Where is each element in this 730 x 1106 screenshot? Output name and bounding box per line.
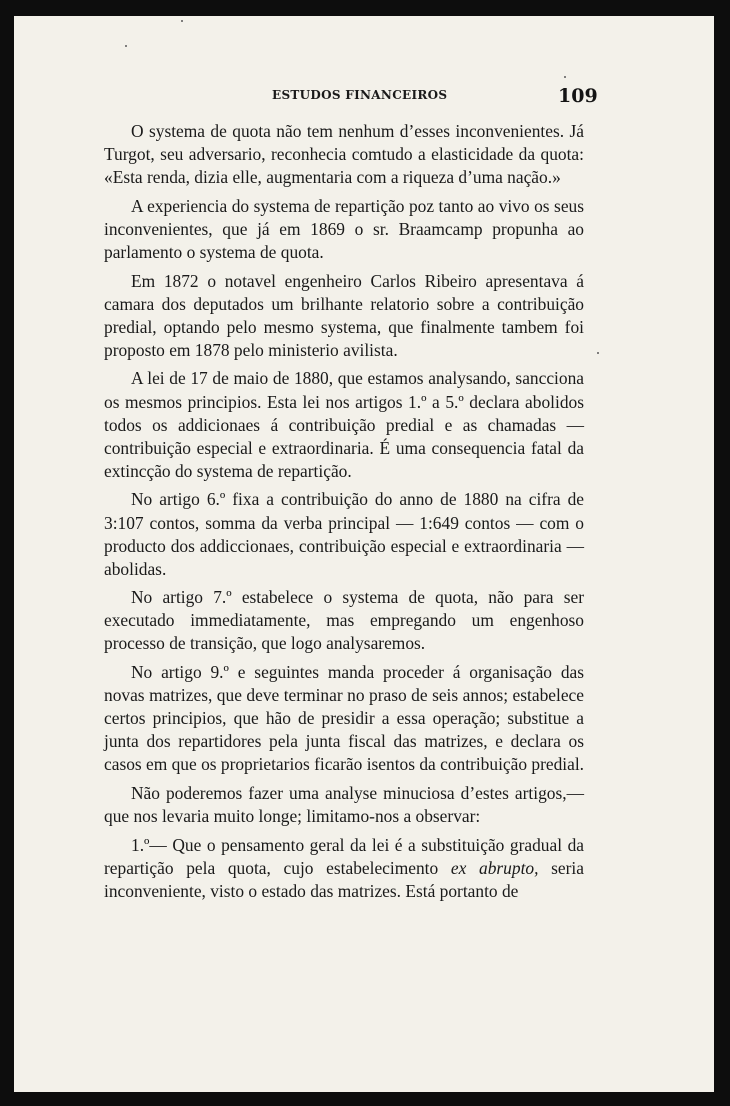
paragraph: No artigo 6.º fixa a contribuição do anno de 1880 na cifra de 3:107 contos, somma da verba principal — 1:649 contos — com o producto dos addiccionaes, contribuição especial e extraordinaria — abolidas.: [104, 489, 584, 579]
italic-emphasis: ex abrupto,: [450, 857, 539, 878]
paragraph: No artigo 9.º e seguintes manda proceder á organisação das novas matrizes, que deve terminar no praso de seis annos; estabelece certos principios, que hão de presidir a essa operação; substitue a junta dos repartidores pela junta fiscal das matrizes, e declara os casos em que os proprietarios ficarão isentos da contribuição predial.: [104, 662, 585, 775]
print-speck: [564, 76, 566, 78]
page-number: 109: [558, 85, 598, 107]
paragraph: No artigo 7.º estabelece o systema de quota, não para ser executado immediatamente, mas empregando um engenhoso processo de transição, que logo analysaremos.: [104, 587, 584, 654]
print-speck: [597, 352, 599, 354]
running-title: ESTUDOS FINANCEIROS: [272, 88, 448, 102]
paragraph: A lei de 17 de maio de 1880, que estamos analysando, sancciona os mesmos principios. Esta lei nos artigos 1.º a 5.º declara abolidos todos os addicionaes á contribuição predial e as chamadas — contribuição especial e extraordinaria. É uma consequencia fatal da extincção do systema de repartição.: [104, 368, 584, 481]
print-speck: [125, 45, 127, 47]
paragraph: Em 1872 o notavel engenheiro Carlos Ribeiro apresentava á camara dos deputados um brilhante relatorio sobre a contribuição predial, optando pelo mesmo systema, que finalmente tambem foi proposto em 1878 pelo ministerio avilista.: [104, 270, 584, 360]
page-header: [14, 85, 714, 107]
paragraph: [104, 834, 584, 903]
paragraph: O systema de quota não tem nenhum d’esses inconvenientes. Já Turgot, seu adversario, reconhecia comtudo a elasticidade da quota: «Esta renda, dizia elle, augmentaria com a riqueza d’uma nação.»: [104, 121, 584, 188]
paragraph: A experiencia do systema de repartição poz tanto ao vivo os seus inconvenientes, que já em 1869 o sr. Braamcamp propunha ao parlamento o systema de quota.: [104, 195, 584, 262]
print-speck: [181, 20, 183, 22]
paragraph-text-start: 1.º— Que o pensamento geral da lei é a substituição gradual da repartição pela quota, cujo estabelecimento: [104, 834, 584, 878]
book-page: [14, 16, 714, 1092]
body-text: [104, 120, 584, 903]
paragraph: Não poderemos fazer uma analyse minuciosa d’estes artigos,— que nos levaria muito longe; limitamo-nos a observar:: [104, 783, 584, 827]
paragraph-text-end: seria inconveniente, visto o estado das matrizes. Está portanto de: [104, 857, 584, 901]
